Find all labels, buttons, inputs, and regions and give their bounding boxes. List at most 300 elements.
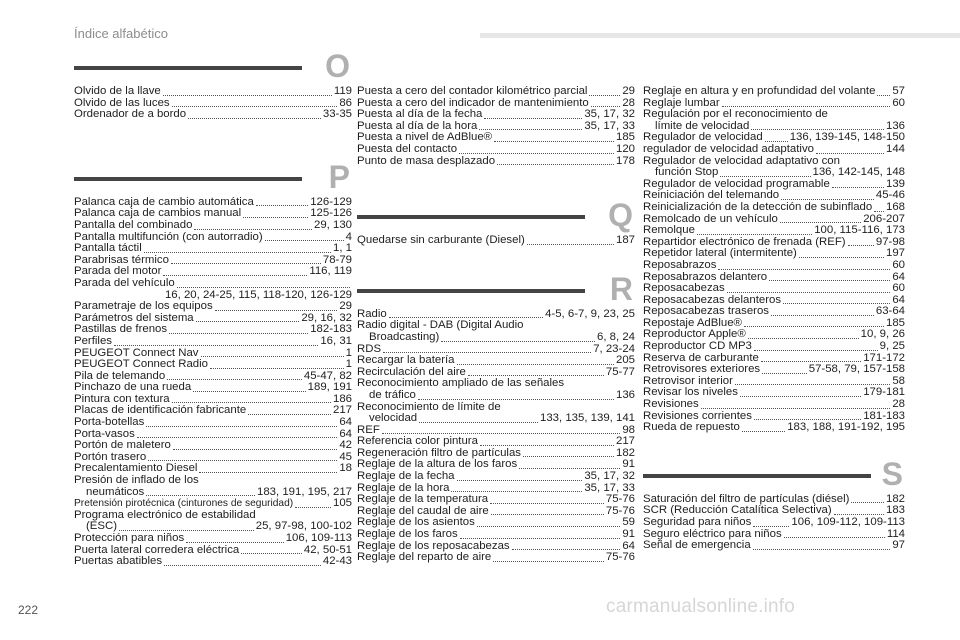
index-entry — [643, 399, 905, 411]
leader-dots — [697, 234, 812, 235]
index-entry-term: Remolcado de un vehículo — [643, 212, 778, 225]
index-entry-term: SCR (Reducción Catalítica Selectiva) — [643, 504, 832, 517]
section-q-entries — [357, 235, 635, 247]
section-letter-r: R — [609, 270, 633, 307]
index-entry-pages: 58 — [892, 374, 905, 387]
index-entry-pages: 75-76 — [605, 504, 635, 517]
index-entry-term: Reglaje lumbar — [643, 96, 720, 109]
index-entry-term: Reglaje de la altura de los faros — [357, 458, 518, 471]
index-entry-term: Parámetros del sistema — [74, 311, 194, 324]
index-entry-pages: 45-47, 82 — [303, 369, 352, 382]
leader-dots — [457, 364, 614, 365]
index-entry-term: PEUGEOT Connect Radio — [74, 358, 209, 371]
index-entry-pages: 45 — [339, 450, 352, 463]
index-entry-pages: 217 — [332, 404, 352, 417]
index-entry-pages: 97 — [892, 539, 905, 552]
leader-dots — [194, 229, 312, 230]
index-entry-pages: 171-172 — [863, 351, 905, 364]
leader-dots — [761, 361, 861, 362]
leader-dots — [451, 491, 582, 492]
index-entry-term: Placas de identificación fabricante — [74, 404, 247, 417]
leader-dots — [722, 106, 891, 107]
index-entry-pages: 18 — [339, 462, 352, 475]
index-entry-pages: 168 — [885, 200, 905, 213]
leader-dots — [848, 245, 874, 246]
index-entry-pages: 28 — [622, 96, 635, 109]
index-entry-term: Reglaje de la temperatura — [357, 493, 489, 506]
section-p-continued-entries — [357, 86, 635, 167]
index-entry — [643, 283, 905, 295]
index-entry — [74, 336, 352, 348]
section-o-entries — [74, 86, 352, 121]
index-entry-pages: 183 — [885, 504, 905, 517]
index-entry-term: Reposacabezas — [643, 282, 725, 295]
leader-dots — [727, 292, 891, 293]
index-entry — [74, 243, 352, 255]
index-entry-term: Remolque — [643, 224, 695, 237]
index-entry-pages: 179-181 — [863, 386, 905, 399]
index-entry-pages: 133, 135, 139, 141 — [539, 412, 635, 425]
index-entry — [357, 235, 635, 247]
index-entry-term: Reposabrazos delantero — [643, 270, 768, 283]
index-entry-pages: 35, 17, 33 — [584, 481, 635, 494]
leader-dots — [382, 433, 621, 434]
index-entry-term: Pinchazo de una rueda — [74, 381, 192, 394]
leader-dots — [490, 503, 604, 504]
index-entry — [74, 109, 352, 121]
index-entry-pages: 29 — [622, 85, 635, 97]
index-entry-term: Parada del motor — [74, 265, 162, 278]
leader-dots — [188, 118, 321, 119]
index-entry-term: Precalentamiento Diesel — [74, 462, 198, 475]
leader-dots — [742, 431, 785, 432]
index-entry-pages: 45-46 — [875, 189, 905, 202]
index-entry-pages: 205 — [615, 354, 635, 367]
leader-dots — [877, 95, 890, 96]
column-3 — [643, 86, 905, 552]
index-entry-pages: 29, 16, 32 — [301, 311, 352, 324]
index-entry-term: Reiniciación del telemando — [643, 189, 780, 202]
index-entry-pages: 75-76 — [605, 493, 635, 506]
leader-dots — [799, 257, 884, 258]
index-entry-term: Reglaje de la hora — [357, 481, 450, 494]
index-entry — [643, 260, 905, 272]
index-entry-pages: 42, 50-51 — [303, 543, 352, 556]
index-entry-term: Porta-botellas — [74, 416, 145, 429]
leader-dots — [215, 310, 338, 311]
index-entry-pages: 136 — [615, 388, 635, 401]
index-entry-term: Puesta a cero del contador kilométrico parcial — [357, 85, 588, 97]
index-entry-term: Pastillas de frenos — [74, 323, 168, 336]
index-entry — [643, 225, 905, 237]
index-entry — [74, 324, 352, 336]
section-letter-q: Q — [608, 197, 633, 234]
index-entry-term: Reposabrazos — [643, 258, 717, 271]
leader-dots — [765, 141, 788, 142]
index-entry-term: (ESC) — [86, 520, 118, 533]
leader-dots — [769, 280, 890, 281]
leader-dots — [497, 164, 614, 165]
index-entry-term: Pila de telemando — [74, 369, 166, 382]
leader-dots — [171, 263, 321, 264]
index-entry-pages: 64 — [892, 270, 905, 283]
index-entry-pages: 187 — [615, 234, 635, 247]
index-entry-term: Pantalla táctil — [74, 242, 142, 255]
index-entry-pages: 60 — [892, 258, 905, 271]
leader-dots — [519, 468, 620, 469]
index-entry-pages: 4-5, 6-7, 9, 23, 25 — [545, 307, 635, 320]
leader-dots — [148, 460, 337, 461]
index-entry — [74, 359, 352, 371]
index-entry-pages: 4 — [345, 230, 352, 243]
index-entry-pages: 59 — [622, 516, 635, 529]
index-entry-pages: 1 — [345, 358, 352, 371]
index-entry-pages: 139 — [885, 177, 905, 190]
leader-dots — [781, 199, 874, 200]
leader-dots — [832, 187, 884, 188]
index-entry — [74, 533, 352, 545]
leader-dots — [740, 396, 861, 397]
header-bar — [480, 33, 960, 38]
section-o-header — [74, 48, 352, 82]
leader-dots — [491, 514, 604, 515]
index-entry-pages: 64 — [622, 539, 635, 552]
index-entry-term: PEUGEOT Connect Nav — [74, 346, 199, 359]
index-entry-continuation: 16, 20, 24-25, 115, 118-120, 126-129 — [164, 288, 352, 301]
index-entry-term: Portón de maletero — [74, 439, 171, 452]
index-entry-pages: 105 — [332, 497, 352, 510]
index-entry — [643, 167, 905, 179]
leader-dots — [201, 356, 344, 357]
leader-dots — [493, 561, 604, 562]
leader-dots — [480, 445, 614, 446]
index-entry — [74, 278, 352, 290]
index-entry-term: Referencia color pintura — [357, 435, 478, 448]
index-entry-term: Pintura con textura — [74, 392, 170, 405]
leader-dots — [459, 153, 614, 154]
index-entry-pages: 206-207 — [863, 212, 905, 225]
index-entry-term: REF — [357, 423, 380, 436]
index-entry-term: Quedarse sin carburante (Diesel) — [357, 234, 525, 247]
leader-dots — [834, 514, 884, 515]
index-entry-pages: 119 — [333, 85, 352, 97]
leader-dots — [874, 211, 884, 212]
leader-dots — [460, 538, 621, 539]
index-entry-pages: 25, 97-98, 100-102 — [255, 520, 352, 533]
index-entry — [357, 144, 635, 156]
leader-dots — [164, 565, 321, 566]
index-entry — [357, 390, 635, 402]
leader-dots — [146, 495, 255, 496]
index-entry-pages: 1 — [345, 346, 352, 359]
index-entry-pages: 75-76 — [605, 551, 635, 564]
index-entry-term: Reglaje de la fecha — [357, 470, 455, 483]
index-entry-term: Punto de masa desplazado — [357, 154, 496, 167]
leader-dots — [172, 402, 331, 403]
section-letter-s: S — [881, 455, 903, 492]
index-entry-pages: 57 — [892, 85, 905, 97]
index-entry-term: Puerta lateral corredera eléctrica — [74, 543, 240, 556]
index-entry-pages: 9, 25 — [879, 340, 905, 353]
leader-dots — [754, 419, 861, 420]
leader-dots — [265, 240, 344, 241]
index-entry-pages: 136 — [885, 119, 905, 132]
index-entry — [357, 86, 635, 98]
leader-dots — [753, 549, 891, 550]
index-entry-term: Palanca caja de cambios manual — [74, 207, 242, 220]
index-entry — [74, 220, 352, 232]
index-entry-pages: 29, 130 — [313, 218, 352, 231]
index-entry-term: RDS — [357, 342, 382, 355]
index-entry-term: Presión de inflado de los — [74, 474, 199, 487]
index-entry-pages: 182 — [615, 446, 635, 459]
index-entry-term: Regulador de velocidad adaptativo con — [643, 154, 840, 167]
index-entry-term: Seguro eléctrico para niños — [643, 527, 782, 540]
leader-dots — [419, 422, 538, 423]
index-entry-pages: 144 — [885, 142, 905, 155]
index-entry-pages: 64 — [892, 293, 905, 306]
leader-dots — [479, 129, 582, 130]
index-entry-pages: 7, 23-24 — [593, 342, 635, 355]
index-entry — [357, 332, 635, 344]
index-entry-pages: 178 — [615, 154, 635, 167]
index-entry-pages: 97-98 — [875, 235, 905, 248]
index-entry — [74, 86, 352, 98]
index-entry-pages: 57-58, 79, 157-158 — [808, 363, 905, 376]
index-entry-pages: 28 — [892, 398, 905, 411]
index-entry — [74, 301, 352, 313]
index-entry-pages: 183, 188, 191-192, 195 — [787, 421, 905, 434]
leader-dots — [591, 106, 621, 107]
index-entry-pages: 60 — [892, 282, 905, 295]
index-entry-term: Recargar la batería — [357, 354, 455, 367]
index-entry-pages: 78-79 — [322, 253, 352, 266]
index-entry-term: Reposacabezas traseros — [643, 305, 769, 318]
index-entry-pages: 189, 191 — [307, 381, 352, 394]
index-entry-pages: 42 — [339, 439, 352, 452]
index-entry-term: Regulación por el reconocimiento de — [643, 108, 828, 121]
index-entry-pages: 183, 191, 195, 217 — [256, 485, 352, 498]
index-entry-pages: 75-77 — [605, 365, 635, 378]
index-entry — [357, 355, 635, 367]
leader-dots — [389, 317, 543, 318]
section-letter-p: P — [328, 158, 350, 195]
index-entry-term: Pretensión pirotécnica (cinturones de seguridad) — [74, 498, 294, 510]
index-entry-term: Portón trasero — [74, 450, 147, 463]
section-rule — [357, 215, 585, 219]
leader-dots — [295, 507, 331, 508]
index-entry-term: Perfiles — [74, 334, 112, 347]
index-entry — [643, 341, 905, 353]
index-entry-term: Protección para niños — [74, 532, 185, 544]
section-r-header — [357, 271, 635, 305]
leader-dots — [718, 269, 890, 270]
index-entry-pages: 106, 109-112, 109-113 — [791, 516, 905, 528]
index-entry-term: Parametraje de los equipos — [74, 300, 213, 313]
leader-dots — [494, 141, 614, 142]
leader-dots — [241, 553, 302, 554]
index-entry-term: Radio — [357, 307, 387, 320]
index-entry-pages: 114 — [886, 527, 905, 540]
index-entry-pages: 42-43 — [322, 555, 352, 568]
leader-dots — [771, 315, 874, 316]
leader-dots — [243, 217, 308, 218]
index-entry-pages: 6, 8, 24 — [597, 330, 635, 343]
column-2 — [357, 86, 635, 564]
index-entry — [357, 471, 635, 483]
leader-dots — [383, 352, 591, 353]
leader-dots — [177, 287, 350, 288]
index-entry-pages: 126-129 — [310, 195, 352, 208]
index-entry-pages: 35, 17, 32 — [584, 108, 635, 121]
index-entry — [357, 529, 635, 541]
index-entry-term: Reposacabezas delanteros — [643, 293, 782, 306]
index-entry-pages: 185 — [615, 131, 635, 144]
index-entry-term: Parabrisas térmico — [74, 253, 169, 266]
index-entry-term: Puesta al día de la fecha — [357, 108, 483, 121]
leader-dots — [512, 549, 621, 550]
index-entry — [643, 540, 905, 552]
index-entry-term: Palanca caja de cambio automática — [74, 195, 254, 208]
index-entry — [357, 552, 635, 564]
column-1 — [74, 48, 352, 568]
index-entry-pages: 35, 17, 32 — [584, 470, 635, 483]
index-entry-pages: 98 — [622, 423, 635, 436]
section-letter-o: O — [325, 48, 350, 84]
leader-dots — [248, 414, 331, 415]
index-entry-pages: 100, 115-116, 173 — [814, 224, 905, 237]
index-entry-term: Saturación del filtro de partículas (diésel) — [643, 492, 850, 505]
index-entry-pages: 91 — [622, 458, 635, 471]
leader-dots — [193, 391, 305, 392]
index-entry-pages: 185 — [885, 316, 905, 329]
leader-dots — [119, 530, 254, 531]
leader-dots — [748, 338, 859, 339]
leader-dots — [744, 326, 884, 327]
index-entry-pages: 106, 109-113 — [285, 532, 352, 544]
index-entry-term: Rueda de repuesto — [643, 421, 740, 434]
leader-dots — [751, 129, 884, 130]
section-r-entries — [357, 309, 635, 564]
index-entry-pages: 60 — [892, 96, 905, 109]
index-entry-pages: 1, 1 — [333, 242, 352, 255]
index-entry — [74, 487, 352, 499]
leader-dots — [163, 275, 307, 276]
index-entry-term: Regulador de velocidad programable — [643, 177, 830, 190]
index-entry-term: Repostaje AdBlue® — [643, 316, 742, 329]
leader-dots — [173, 449, 337, 450]
index-entry-term: Reinicialización de la detección de subinflado — [643, 200, 873, 213]
index-entry-pages: 10, 9, 26 — [860, 328, 905, 341]
index-entry-term: Reglaje de los faros — [357, 528, 458, 541]
leader-dots — [754, 350, 878, 351]
index-entry-term: Reconocimiento de límite de — [357, 400, 501, 413]
leader-dots — [199, 472, 337, 473]
leader-dots — [256, 205, 308, 206]
index-entry-pages: 91 — [622, 528, 635, 541]
index-entry-term: Regulador de velocidad — [643, 131, 763, 144]
leader-dots — [477, 526, 621, 527]
section-rule — [74, 177, 302, 181]
leader-dots — [172, 106, 338, 107]
index-entry-term: Pantalla del combinado — [74, 218, 193, 231]
index-entry-pages: 33-35 — [322, 108, 352, 121]
index-entry-term: Seguridad para niños — [643, 516, 752, 528]
leader-dots — [783, 303, 890, 304]
leader-dots — [780, 222, 861, 223]
index-entry-term: Radio digital - DAB (Digital Audio — [357, 319, 524, 332]
index-entry-term: Puesta del contacto — [357, 142, 458, 155]
leader-dots — [523, 456, 614, 457]
section-r-continued-entries — [643, 86, 905, 434]
index-entry — [74, 417, 352, 429]
leader-dots — [144, 252, 331, 253]
index-entry-term: Repetidor lateral (intermitente) — [643, 247, 797, 260]
index-entry-term: Reglaje del reparto de aire — [357, 551, 492, 564]
index-entry — [74, 556, 352, 568]
section-p-entries — [74, 197, 352, 568]
index-title: Índice alfabético — [74, 26, 168, 41]
leader-dots — [816, 153, 884, 154]
index-entry-term: Retrovisores exteriores — [643, 363, 761, 376]
section-q-header — [357, 197, 635, 234]
section-rule — [643, 474, 871, 478]
index-entry-pages: 120 — [615, 142, 635, 155]
index-entry-pages: 217 — [615, 435, 635, 448]
index-entry-term: Ordenador de a bordo — [74, 108, 187, 121]
index-entry-term: Puertas abatibles — [74, 555, 163, 568]
index-entry — [643, 144, 905, 156]
index-entry-term: neumáticos — [86, 485, 145, 498]
index-entry — [643, 202, 905, 214]
leader-dots — [137, 437, 338, 438]
section-p-header — [74, 159, 352, 193]
leader-dots — [784, 537, 885, 538]
index-entry-term: Reconocimiento ampliado de las señales — [357, 377, 565, 390]
section-s-entries — [643, 494, 905, 552]
index-entry — [643, 422, 905, 434]
index-entry-term: regulador de velocidad adaptativo — [643, 142, 814, 155]
index-entry-pages: 64 — [339, 416, 352, 429]
index-entry-term: Olvido de la llave — [74, 85, 161, 97]
leader-dots — [441, 341, 595, 342]
index-entry-term: Parada del vehículo — [74, 276, 175, 289]
index-entry-pages: 181-183 — [863, 409, 905, 422]
index-entry-term: Reproductor CD MP3 — [643, 340, 752, 353]
section-rule — [74, 66, 302, 70]
leader-dots — [186, 542, 284, 543]
index-entry-pages: 136, 139-145, 148-150 — [789, 131, 905, 144]
leader-dots — [527, 244, 614, 245]
leader-dots — [457, 480, 583, 481]
section-s-header — [643, 456, 905, 490]
leader-dots — [169, 333, 308, 334]
index-entry-term: Puesta al día de la hora — [357, 119, 478, 132]
index-entry-pages: 35, 17, 33 — [584, 119, 635, 132]
leader-dots — [589, 95, 620, 96]
leader-dots — [468, 375, 604, 376]
leader-dots — [720, 176, 810, 177]
index-entry-term: Recirculación del aire — [357, 365, 466, 378]
index-entry-term: Reproductor Apple® — [643, 328, 746, 341]
leader-dots — [851, 502, 884, 503]
index-entry-term: Revisiones — [643, 398, 699, 411]
leader-dots — [735, 384, 890, 385]
index-entry-term: Reglaje del caudal de aire — [357, 504, 489, 517]
index-entry-pages: 16, 31 — [320, 334, 352, 347]
leader-dots — [163, 95, 332, 96]
index-entry-pages: 182 — [885, 492, 905, 505]
